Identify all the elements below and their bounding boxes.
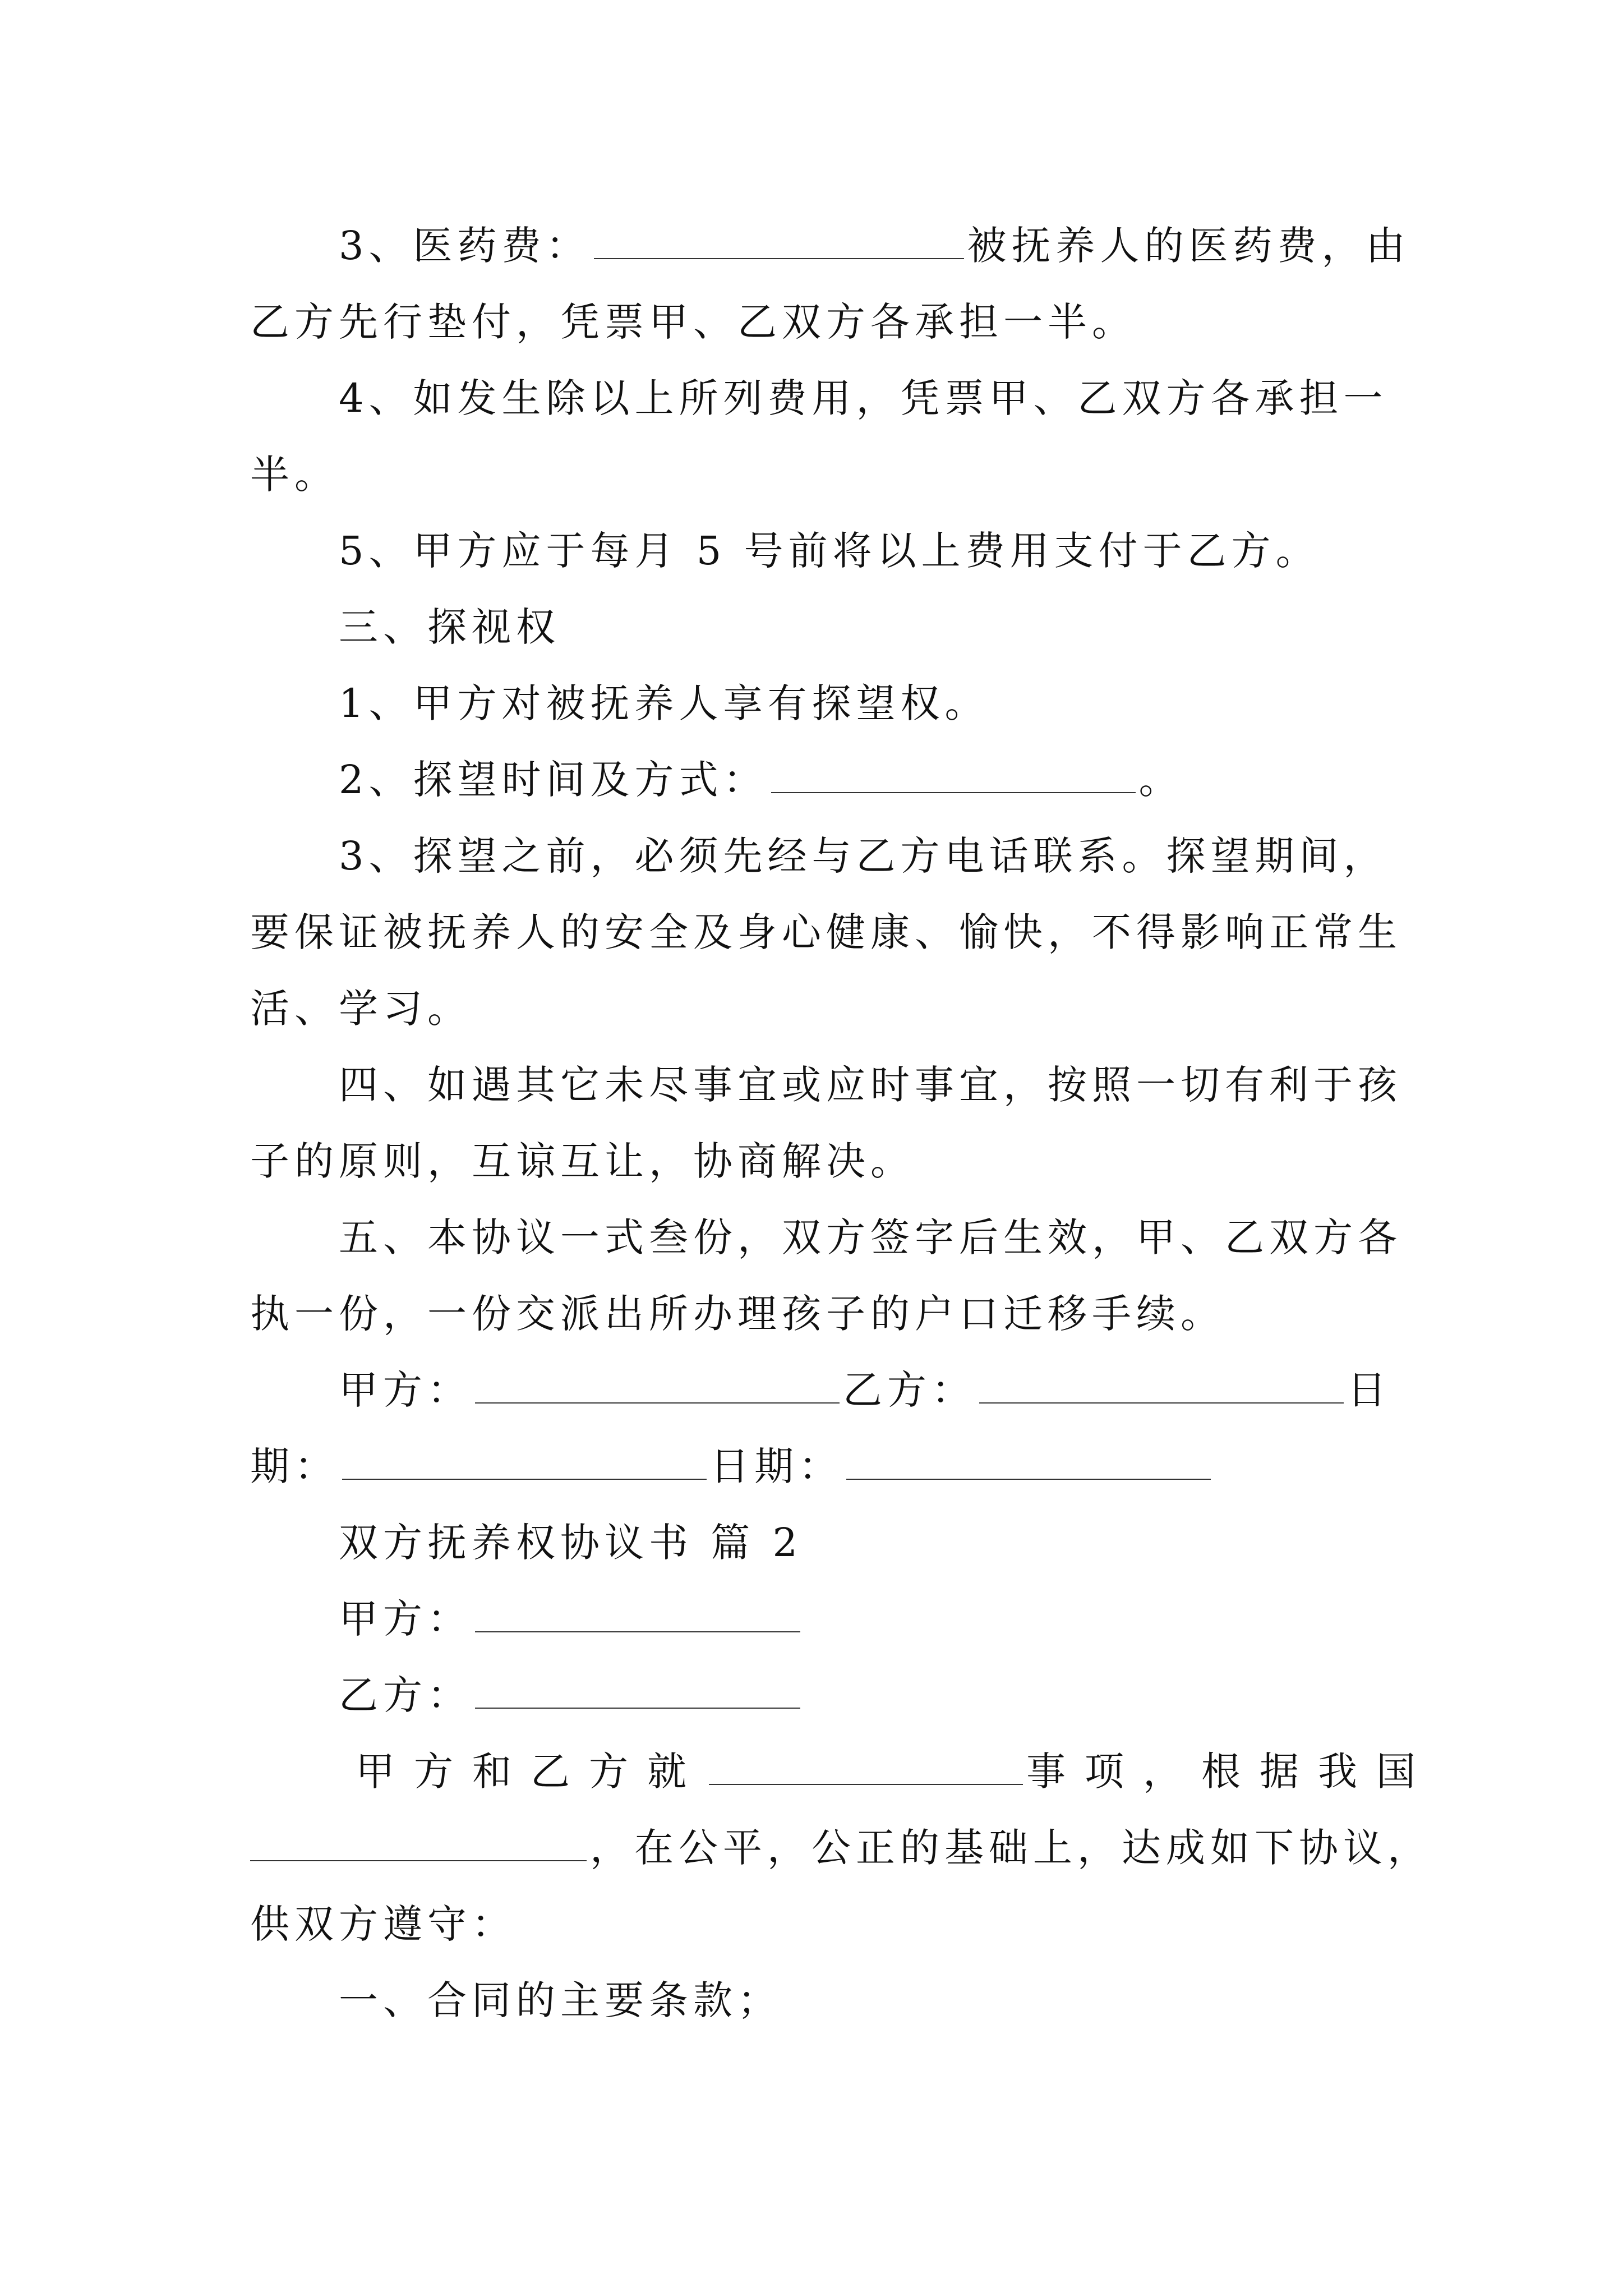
party-a-label: 甲方： xyxy=(339,1596,472,1642)
paragraph-line: 四、如遇其它未尽事宜或应时事宜，按照一切有利于孩 xyxy=(339,1062,1402,1108)
party-b-label: 乙方： xyxy=(843,1367,976,1413)
party-b-signature-blank xyxy=(979,1359,1344,1404)
paragraph-line xyxy=(250,740,1389,819)
date-line xyxy=(250,1427,1389,1506)
text-segment: 2、探望时间及方式： xyxy=(339,757,768,803)
paragraph-line: 5、甲方应于每月 5 号前将以上费用支付于乙方。 xyxy=(339,528,1320,574)
paragraph-line: 3、探望之前，必须先经与乙方电话联系。探望期间， xyxy=(339,833,1388,879)
paragraph-line xyxy=(250,206,1410,285)
fill-in-blank xyxy=(250,1816,587,1861)
date-label-end: 期： xyxy=(250,1443,339,1489)
date-label-start: 日 xyxy=(1347,1367,1391,1413)
text-segment: 3、医药费： xyxy=(339,223,591,269)
party-b-blank xyxy=(475,1664,800,1709)
paragraph-line: 执一份，一份交派出所办理孩子的户口迁移手续。 xyxy=(250,1291,1225,1337)
party-b-line xyxy=(250,1656,1389,1734)
fill-in-blank xyxy=(709,1740,1023,1785)
text-segment: ，在公平，公正的基础上，达成如下协议， xyxy=(590,1825,1432,1871)
paragraph-line: 子的原则，互谅互让，协商解决。 xyxy=(250,1138,915,1184)
paragraph-line: 要保证被抚养人的安全及身心健康、愉快，不得影响正常生 xyxy=(250,909,1402,955)
section-title: 双方抚养权协议书 篇 2 xyxy=(339,1520,803,1566)
text-segment: 被抚养人的医药费，由 xyxy=(967,223,1410,269)
text-segment: 。 xyxy=(1138,757,1183,803)
paragraph-line: 1、甲方对被抚养人享有探望权。 xyxy=(339,680,989,726)
paragraph-line: 五、本协议一式叁份，双方签字后生效，甲、乙双方各 xyxy=(339,1214,1402,1260)
party-b-label: 乙方： xyxy=(339,1672,472,1718)
party-a-blank xyxy=(475,1588,800,1632)
party-a-signature-blank xyxy=(475,1359,840,1404)
clause-heading: 一、合同的主要条款； xyxy=(339,1977,782,2023)
fill-in-blank xyxy=(594,214,964,259)
paragraph-line: 活、学习。 xyxy=(250,986,472,1032)
text-segment: 事项，根据我国 xyxy=(1026,1749,1435,1795)
signature-line xyxy=(250,1351,1389,1429)
fill-in-blank xyxy=(771,748,1136,793)
paragraph-line xyxy=(250,1809,1432,1887)
date-b-label: 日期： xyxy=(710,1443,843,1489)
paragraph-line: 半。 xyxy=(250,452,339,498)
paragraph-line: 供双方遵守： xyxy=(250,1901,516,1947)
paragraph-line xyxy=(250,1732,1435,1811)
date-a-blank xyxy=(342,1435,707,1480)
section-heading: 三、探视权 xyxy=(339,604,560,650)
party-a-line xyxy=(250,1580,1389,1658)
paragraph-line: 乙方先行垫付，凭票甲、乙双方各承担一半。 xyxy=(250,299,1136,345)
date-b-blank xyxy=(846,1435,1211,1480)
text-segment: 甲方和乙方就 xyxy=(356,1749,706,1795)
paragraph-line: 4、如发生除以上所列费用，凭票甲、乙双方各承担一 xyxy=(339,375,1388,421)
party-a-label: 甲方： xyxy=(339,1367,472,1413)
